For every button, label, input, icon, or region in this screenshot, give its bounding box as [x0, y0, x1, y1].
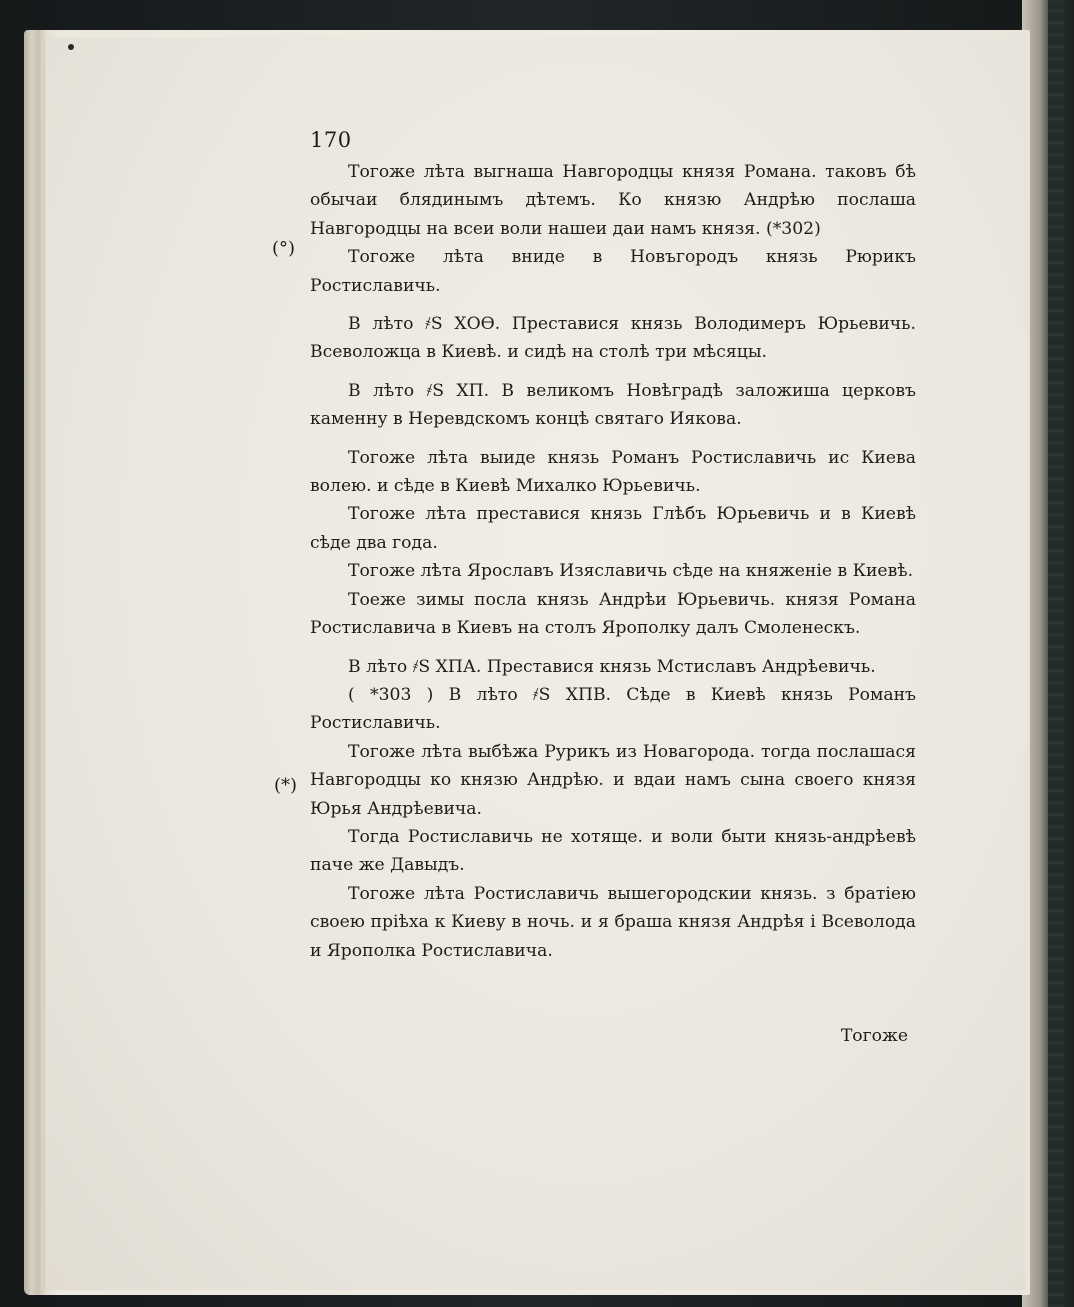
paragraph-8: Тоеже зимы посла князь Андрѣи Юрьевичь. князя Романа Ростиславича в Киевъ на столъ Ярополку далъ Смоленескъ. — [310, 589, 916, 639]
paragraph-3: В лѣто ҂S ХОѲ. Преставися князь Володимеръ Юрьевичь. Всеволожца в Киевѣ. и сидѣ на столѣ три мѣсяцы. — [310, 314, 916, 363]
paragraph-13: Тогоже лѣта Ростиславичь вышегородскии князь. з братiею своею прiѣха к Киеву в ночь. и я браша князя Андрѣя і Всеволода и Ярополка Ростиславича. — [310, 883, 916, 961]
paragraph-7: Тогоже лѣта Ярославъ Изяславичь сѣде на княженiе в Киевѣ. — [348, 561, 914, 582]
paragraph-1: Тогоже лѣта выгнаша Навгородцы князя Романа. таковъ бѣ обычаи блядинымъ дѣтемъ. Ко князю Андрѣю послаша Навгородцы на всеи воли нашеи даи намъ князя. (*302) — [310, 162, 916, 239]
margin-note-1: (°) — [272, 238, 296, 259]
ink-dot — [68, 44, 74, 50]
page-number: 170 — [310, 128, 352, 152]
paragraph-9: В лѣто ҂S ХПА. Преставися князь Мстиславъ Андрѣевичь. — [348, 656, 876, 677]
facing-page-edge — [1048, 0, 1064, 1307]
paragraph-4: В лѣто ҂S ХП. В великомъ Новѣградѣ заложиша церковъ каменну в Неревдскомъ концѣ святаго Иякова. — [310, 380, 916, 430]
catchword: Тогоже — [840, 1026, 908, 1046]
paragraph-2: Тогоже лѣта вниде в Новъгородъ князь Рюрикъ Ростиславичь. — [310, 247, 916, 296]
paragraph-5: Тогоже лѣта выиде князь Романъ Ростиславичь ис Киева волею. и сѣде в Киевѣ Михалко Юрьевичь. — [310, 447, 916, 497]
margin-note-2: (*) — [274, 775, 298, 796]
paragraph-11: Тогоже лѣта выбѣжа Рурикъ из Новагорода. тогда послашася Навгородцы ко князю Андрѣю. и вдаи намъ сына своего князя Юрья Андрѣевича. — [310, 741, 916, 819]
paragraph-10: ( *303 ) В лѣто ҂S ХПВ. Сѣде в Киевѣ князь Романъ Ростиславичь. — [310, 684, 916, 734]
body-text — [310, 158, 916, 965]
paragraph-12: Тогда Ростиславичь не хотяще. и воли быти князь-андрѣевѣ паче же Давыдъ. — [310, 826, 916, 876]
paragraph-6: Тогоже лѣта преставися князь Глѣбъ Юрьевичь и в Киевѣ сѣде два года. — [310, 504, 916, 553]
